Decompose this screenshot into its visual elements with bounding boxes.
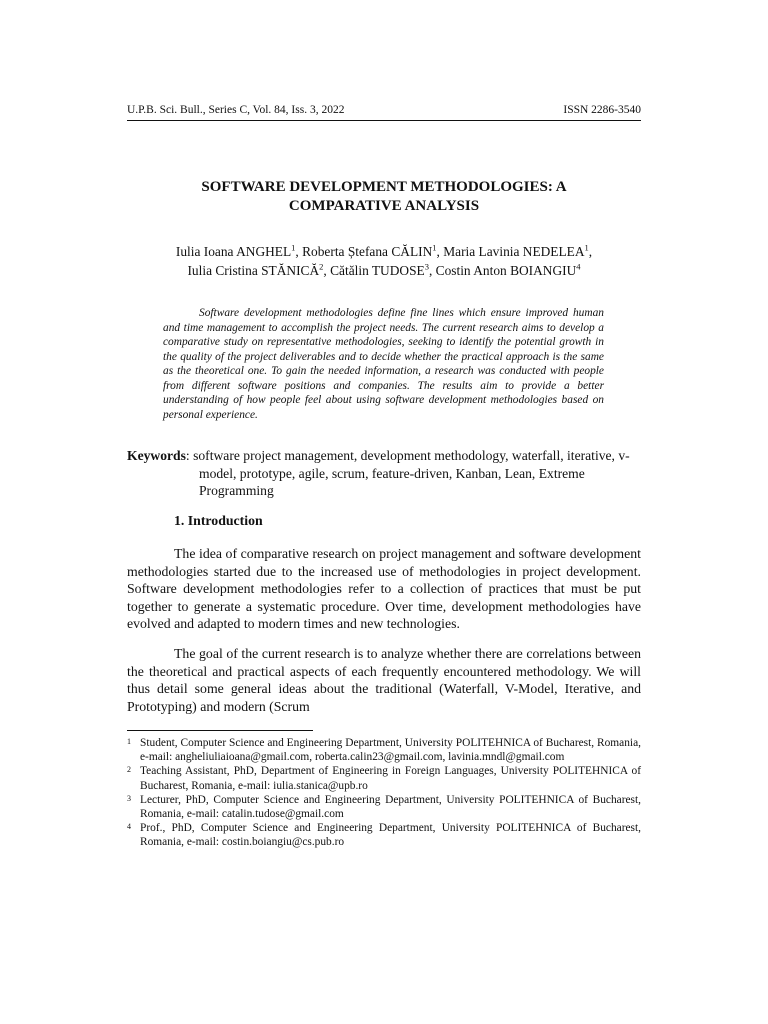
title-line-1: SOFTWARE DEVELOPMENT METHODOLOGIES: A xyxy=(201,179,567,195)
author-affiliation-mark: 1 xyxy=(432,242,437,253)
author-separator: , xyxy=(436,244,444,259)
title-line-2: COMPARATIVE ANALYSIS xyxy=(288,198,480,214)
author-separator: , xyxy=(428,263,436,278)
footnote-separator xyxy=(127,730,313,731)
footnote-number: 1 xyxy=(127,737,131,746)
body-paragraph: The idea of comparative research on project management and software development methodologies started due to the increased use of methodologies in project development. Software development methodologies refer to a collection of practices that must be put together to generate a systematic procedure. Over time, development methodologies have evolved and adapted to modern times and new technologies. xyxy=(127,546,641,632)
author-line-2 xyxy=(127,261,641,280)
footnote-text: Prof., PhD, Computer Science and Engineering Department, University POLITEHNICA of Bucharest, Romania, e-mail: costin.boiangiu@cs.pub.ro xyxy=(140,822,641,849)
journal-reference: U.P.B. Sci. Bull., Series C, Vol. 84, Iss. 3, 2022 xyxy=(127,104,345,116)
footnote-text: Lecturer, PhD, Computer Science and Engineering Department, University POLITEHNICA of Bucharest, Romania, e-mail: catalin.tudose@gmail.com xyxy=(140,793,641,821)
author-separator: , xyxy=(295,244,303,259)
author-affiliation-mark: 2 xyxy=(319,261,324,272)
author-list xyxy=(127,242,641,280)
abstract: Software development methodologies define fine lines which ensure improved human and time management to accomplish the project needs. The current research aims to develop a comparative study on representative methodologies, seeking to identify the potential growth in the quality of the project deliverables and to decide whether the practical approach is the same as the theoretical one. To gain the needed information, a research was conducted with people from different software positions and companies. The results aim to provide a better understanding of how people feel about using software development methodologies based on personal experience. xyxy=(163,307,604,421)
footnotes xyxy=(127,736,641,850)
footnote xyxy=(127,764,641,792)
footnote-number: 4 xyxy=(127,822,131,832)
author-name: Roberta Ștefana CĂLIN xyxy=(302,244,433,259)
author-separator: , xyxy=(588,244,593,259)
author-separator: , xyxy=(323,263,331,278)
footnote xyxy=(127,793,641,821)
footnote-number: 2 xyxy=(127,765,131,775)
footnote xyxy=(127,736,641,764)
author-name: Maria Lavinia NEDELEA xyxy=(443,244,585,259)
body-paragraph: The goal of the current research is to analyze whether there are correlations between the theoretical and practical aspects of each frequently encountered methodology. We will thus detail some general ideas about the traditional (Waterfall, V-Model, Iterative, and Prototyping) and modern (Scrum xyxy=(127,646,641,714)
keywords-block xyxy=(127,447,641,500)
keywords-text: : software project management, development methodology, waterfall, iterative, v-model, prototype, agile, scrum, feature-driven, Kanban, Lean, Extreme Programming xyxy=(185,448,630,498)
author-affiliation-mark: 1 xyxy=(584,242,589,253)
author-name: Costin Anton BOIANGIU xyxy=(435,263,577,278)
author-name: Cătălin TUDOSE xyxy=(330,263,425,278)
paper-title xyxy=(127,178,641,216)
running-header xyxy=(127,103,641,121)
keywords-label: Keywords xyxy=(127,448,186,463)
footnote xyxy=(127,821,641,849)
footnote-text: Teaching Assistant, PhD, Department of Engineering in Foreign Languages, University POLITEHNICA of Bucharest, Romania, e-mail: iulia.stanica@upb.ro xyxy=(140,765,641,792)
author-line-1 xyxy=(127,242,641,261)
author-affiliation-mark: 1 xyxy=(291,242,296,253)
author-affiliation-mark: 4 xyxy=(576,261,581,272)
author-affiliation-mark: 3 xyxy=(424,261,429,272)
section-heading: 1. Introduction xyxy=(174,513,263,528)
author-name: Iulia Cristina STĂNICĂ xyxy=(187,263,320,278)
footnote-text: Student, Computer Science and Engineering Department, University POLITEHNICA of Bucharest, Romania, e-mail: angheliuliaioana@gmail.com, roberta.calin23@gmail.com, lavinia.mndl@gmail.com xyxy=(140,737,641,764)
author-name: Iulia Ioana ANGHEL xyxy=(175,244,292,259)
footnote-number: 3 xyxy=(127,793,131,803)
issn-label: ISSN 2286-3540 xyxy=(563,104,641,116)
